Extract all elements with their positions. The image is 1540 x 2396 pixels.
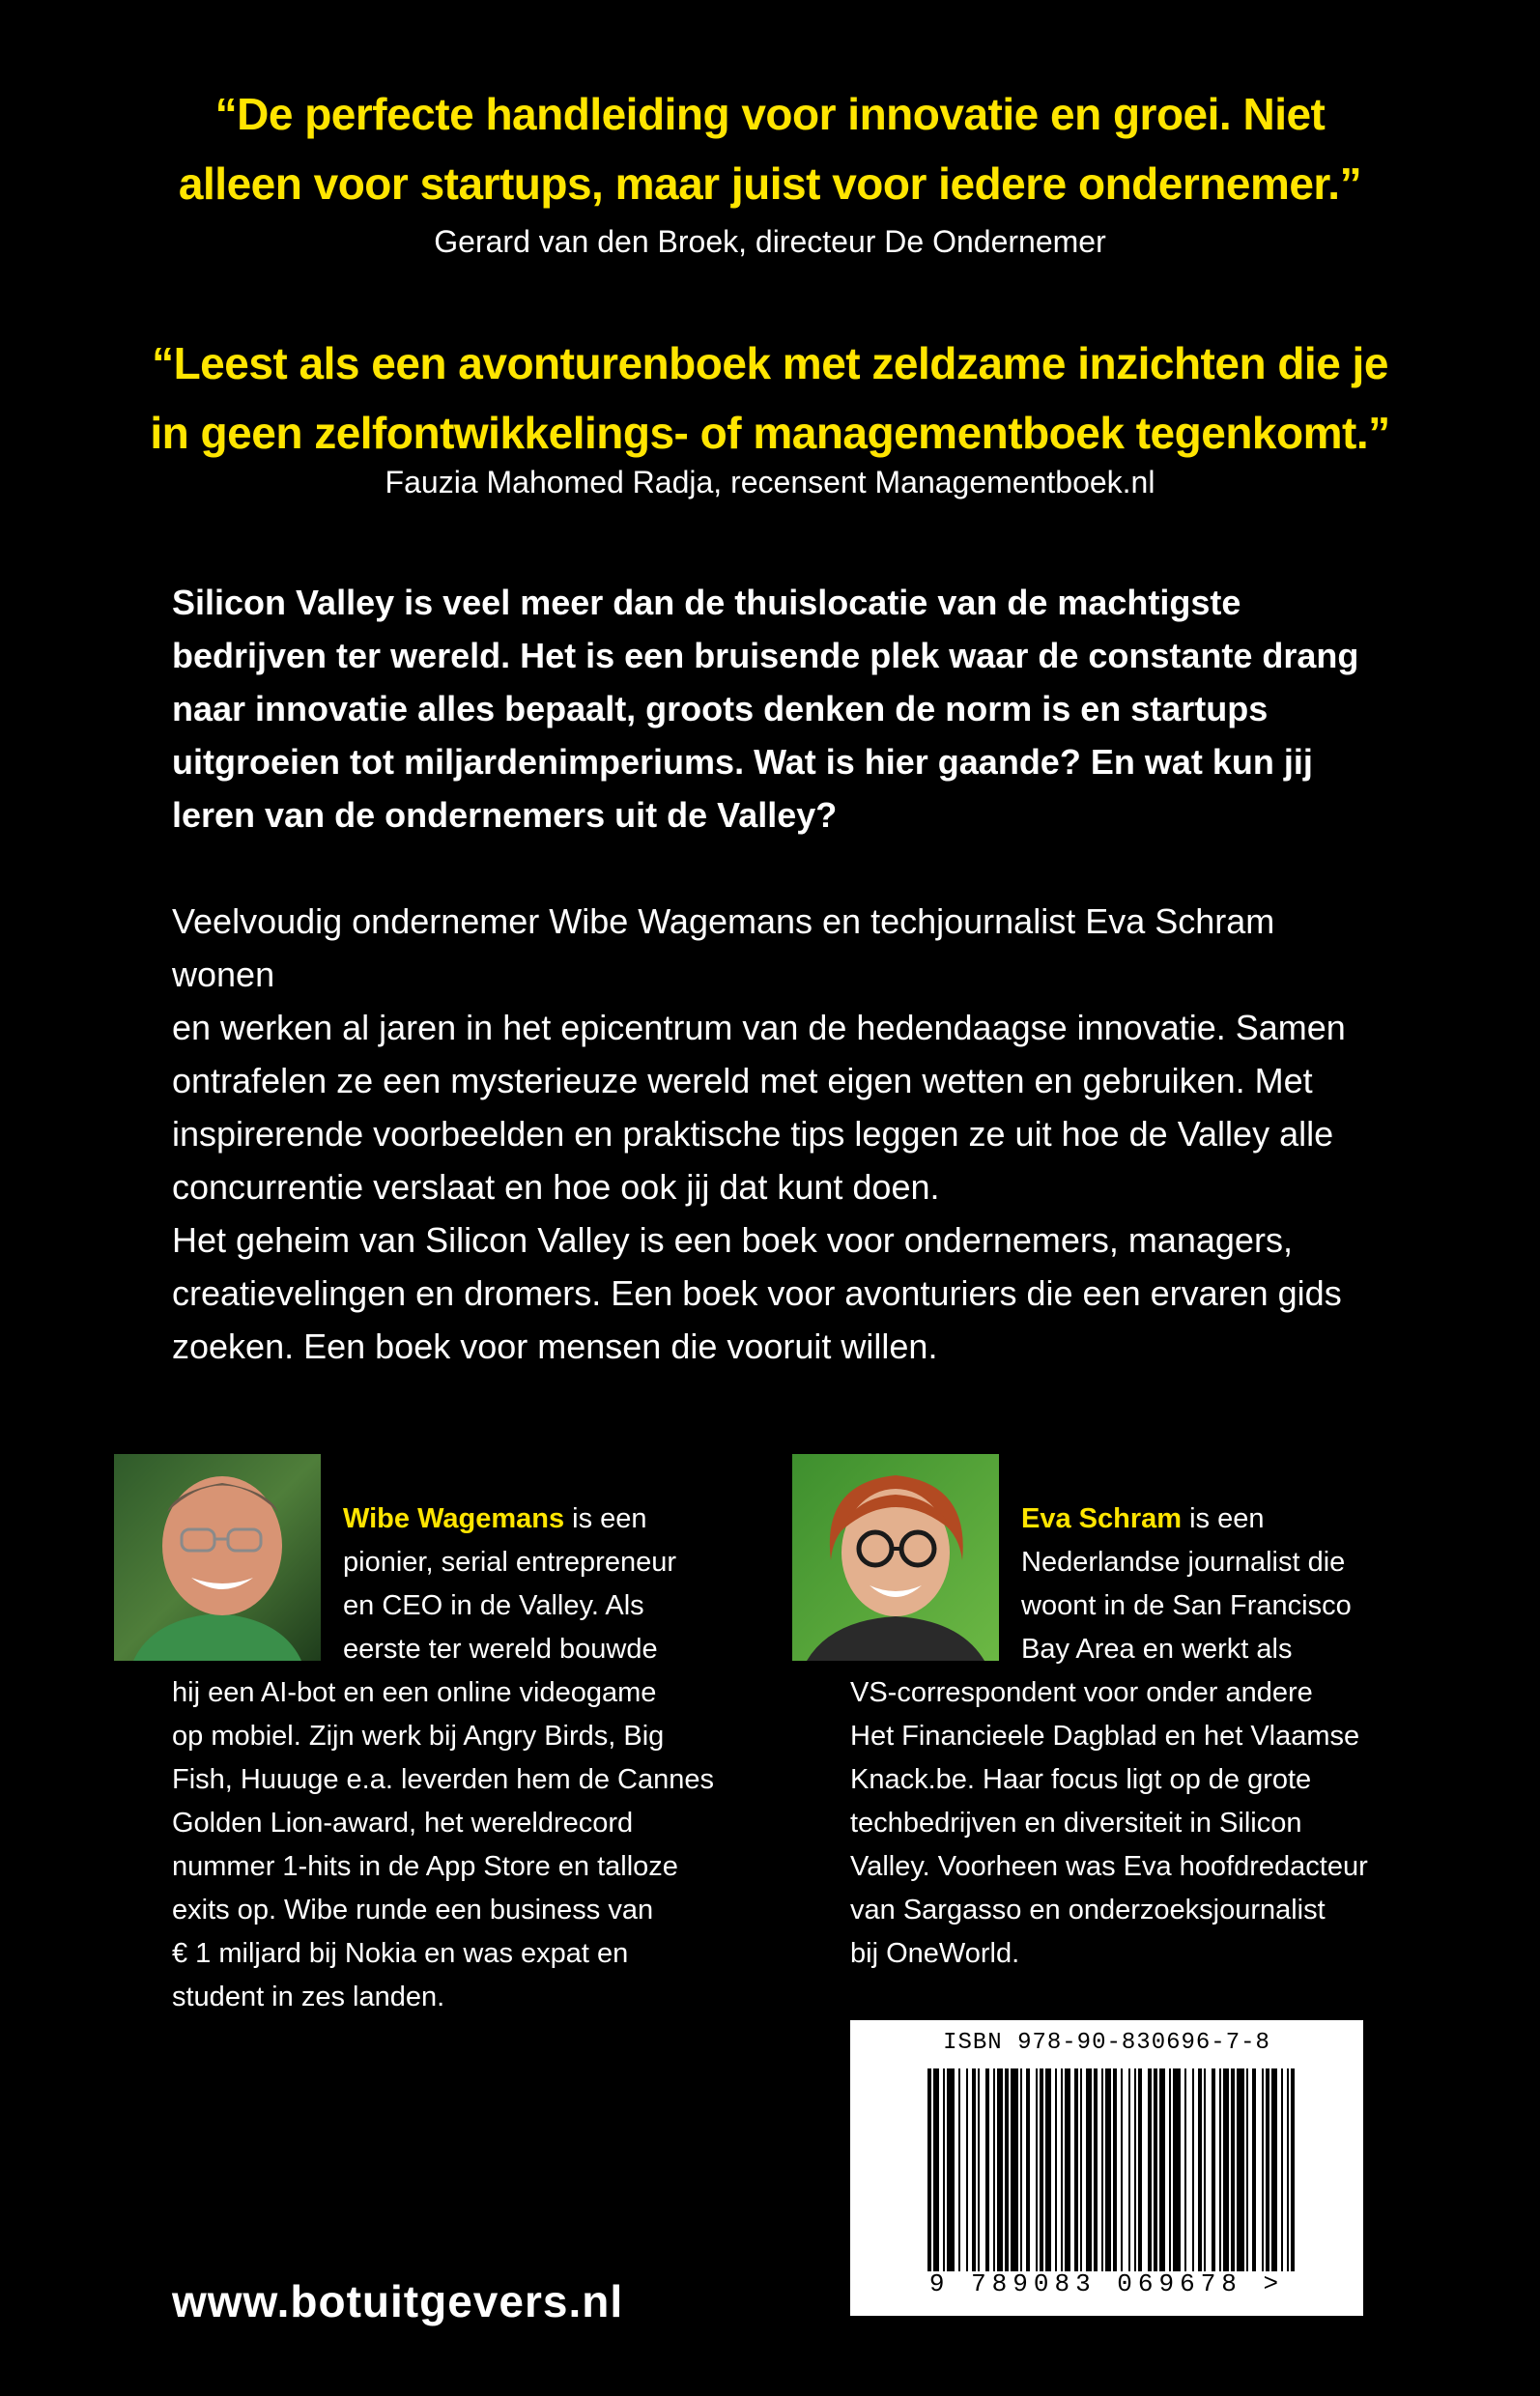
barcode-bar (972, 2068, 976, 2271)
paragraph-line: Het geheim van Silicon Valley is een boek voor ondernemers, managers, (172, 1220, 1293, 1260)
author-bio-wibe-rest (172, 1671, 714, 2019)
paragraph-line: en werken al jaren in het epicentrum van de hedendaagse innovatie. Samen (172, 1008, 1346, 1047)
barcode-bar (1005, 2068, 1009, 2271)
quote-2-attribution: Fauzia Mahomed Radja, recensent Managementboek.nl (385, 465, 1155, 499)
paragraph-line: ontrafelen ze een mysterieuze wereld met eigen wetten en gebruiken. Met (172, 1061, 1313, 1100)
bio-line: woont in de San Francisco (1021, 1590, 1352, 1621)
bio-line: bij OneWorld. (850, 1938, 1020, 1969)
bio-line: Het Financieele Dagblad en het Vlaamse (850, 1721, 1360, 1752)
bio-line: VS-correspondent voor onder andere (850, 1677, 1313, 1708)
intro-line: uitgroeien tot miljardenimperiums. Wat is hier gaande? En wat kun jij (172, 742, 1313, 782)
barcode-bar (943, 2068, 945, 2271)
bio-line: techbedrijven en diversiteit in Silicon (850, 1808, 1302, 1839)
barcode-bar (1080, 2068, 1082, 2271)
barcode-bar (1246, 2068, 1248, 2271)
paragraph-line: concurrentie verslaat en hoe ook jij dat kunt doen. (172, 1167, 940, 1207)
bio-line: eerste ter wereld bouwde (343, 1634, 658, 1665)
bio-line: van Sargasso en onderzoeksjournalist (850, 1895, 1326, 1925)
barcode-bar (958, 2068, 960, 2271)
intro-line: leren van de ondernemers uit de Valley? (172, 795, 838, 835)
quote-1 (0, 79, 1540, 218)
portrait-man-icon (114, 1454, 321, 1661)
barcode-bar (947, 2068, 955, 2271)
barcode-bar (1266, 2068, 1269, 2271)
quote-1-line: alleen voor startups, maar juist voor iedere ondernemer.” (178, 158, 1362, 209)
description-paragraph-1 (172, 895, 1370, 1213)
isbn-barcode (850, 2020, 1363, 2316)
barcode-bar (1212, 2068, 1215, 2271)
barcode-bar (933, 2068, 939, 2271)
ean-digits: 9 789083 069678 > (928, 2269, 1285, 2298)
barcode-bar (1219, 2068, 1221, 2271)
bio-line: Valley. Voorheen was Eva hoofdredacteur (850, 1851, 1368, 1882)
bio-line: nummer 1-hits in de App Store en talloze (172, 1851, 678, 1882)
author-bio-eva-rest (850, 1671, 1368, 1976)
barcode-bar (997, 2068, 1003, 2271)
barcode-bar (1094, 2068, 1098, 2271)
bio-line: Nederlandse journalist die (1021, 1547, 1346, 1578)
author-name-eva: Eva Schram (1021, 1503, 1183, 1534)
barcode-bar (1262, 2068, 1264, 2271)
bio-line: exits op. Wibe runde een business van (172, 1895, 654, 1925)
barcode-bar (1055, 2068, 1057, 2271)
barcode-bar (927, 2068, 931, 2271)
barcode-bar (1287, 2068, 1289, 2271)
barcode-bar (1237, 2068, 1244, 2271)
barcode-bar (1128, 2068, 1130, 2271)
bio-line: is een (564, 1503, 647, 1534)
quote-2-line: in geen zelfontwikkelings- of managementboek tegenkomt.” (150, 408, 1390, 458)
barcode-bar (1105, 2068, 1111, 2271)
portrait-woman-icon (792, 1454, 999, 1661)
publisher-website: www.botuitgevers.nl (172, 2276, 624, 2326)
barcode-bar (1086, 2068, 1092, 2271)
bio-line: Golden Lion-award, het wereldrecord (172, 1808, 634, 1839)
barcode-bar (985, 2068, 989, 2271)
barcode-bar (1198, 2068, 1202, 2271)
author-name-wibe: Wibe Wagemans (343, 1503, 565, 1534)
barcode-bar (1173, 2068, 1181, 2271)
barcode-bar (1113, 2068, 1117, 2271)
barcode-bar (1184, 2068, 1186, 2271)
author-photo-eva (792, 1454, 999, 1661)
barcode-bar (1204, 2068, 1206, 2271)
barcode-bar (1148, 2068, 1152, 2271)
bio-line: student in zes landen. (172, 1982, 445, 2012)
barcode-bar (1291, 2068, 1295, 2271)
barcode-bar (1036, 2068, 1038, 2271)
barcode-bar (1231, 2068, 1235, 2271)
bio-line: € 1 miljard bij Nokia en was expat en (172, 1938, 629, 1969)
description-paragraph-2 (172, 1213, 1370, 1373)
barcode-bar (1045, 2068, 1051, 2271)
intro-line: Silicon Valley is veel meer dan de thuislocatie van de machtigste (172, 583, 1241, 622)
paragraph-line: creatievelingen en dromers. Een boek voor avonturiers die een ervaren gids (172, 1273, 1342, 1313)
quote-2-line: “Leest als een avonturenboek met zeldzame inzichten die je (152, 338, 1388, 388)
quote-1-attribution: Gerard van den Broek, directeur De Ondernemer (434, 224, 1106, 259)
barcode-bar (1159, 2068, 1165, 2271)
barcode-bar (1065, 2068, 1070, 2271)
barcode-bar (1101, 2068, 1103, 2271)
barcode-bar (1026, 2068, 1030, 2271)
isbn-label: ISBN 978-90-830696-7-8 (943, 2030, 1270, 2056)
intro-paragraph (172, 576, 1370, 841)
bio-line: en CEO in de Valley. Als (343, 1590, 644, 1621)
quote-2 (0, 328, 1540, 468)
barcode-bar (1138, 2068, 1142, 2271)
barcode-bar (1169, 2068, 1171, 2271)
barcode-bar (1020, 2068, 1022, 2271)
barcode-bar (1121, 2068, 1123, 2271)
barcode-bar (1192, 2068, 1194, 2271)
barcode-bar (1223, 2068, 1229, 2271)
barcode-bar (1252, 2068, 1256, 2271)
barcode-bar (1061, 2068, 1063, 2271)
bio-line: Bay Area en werkt als (1021, 1634, 1293, 1665)
bio-line: op mobiel. Zijn werk bij Angry Birds, Big (172, 1721, 665, 1752)
bio-line: Knack.be. Haar focus ligt op de grote (850, 1764, 1312, 1795)
paragraph-line: inspirerende voorbeelden en praktische tips leggen ze uit hoe de Valley alle (172, 1114, 1334, 1154)
bio-line: hij een AI-bot en een online videogame (172, 1677, 657, 1708)
author-bio-wibe-top (343, 1498, 676, 1671)
author-photo-wibe (114, 1454, 321, 1661)
barcode-bar (966, 2068, 968, 2271)
barcode-bar (978, 2068, 980, 2271)
quote-1-line: “De perfecte handleiding voor innovatie en groei. Niet (214, 89, 1326, 139)
bio-line: pionier, serial entrepreneur (343, 1547, 676, 1578)
paragraph-line: Veelvoudig ondernemer Wibe Wagemans en techjournalist Eva Schram wonen (172, 901, 1275, 994)
barcode-bar (1281, 2068, 1283, 2271)
barcode-bar (1040, 2068, 1043, 2271)
barcode-bar (1074, 2068, 1078, 2271)
barcode-bars-icon (927, 2068, 1295, 2271)
barcode-bar (1011, 2068, 1018, 2271)
author-bio-eva-top (1021, 1498, 1352, 1671)
barcode-bar (1271, 2068, 1277, 2271)
barcode-bar (993, 2068, 995, 2271)
bio-line: Fish, Huuuge e.a. leverden hem de Cannes (172, 1764, 715, 1795)
paragraph-line: zoeken. Een boek voor mensen die vooruit willen. (172, 1326, 938, 1366)
barcode-bar (1154, 2068, 1157, 2271)
intro-line: bedrijven ter wereld. Het is een bruisende plek waar de constante drang (172, 636, 1359, 675)
intro-line: naar innovatie alles bepaalt, groots denken de norm is en startups (172, 689, 1269, 728)
bio-line: is een (1182, 1503, 1265, 1534)
barcode-bar (1134, 2068, 1136, 2271)
